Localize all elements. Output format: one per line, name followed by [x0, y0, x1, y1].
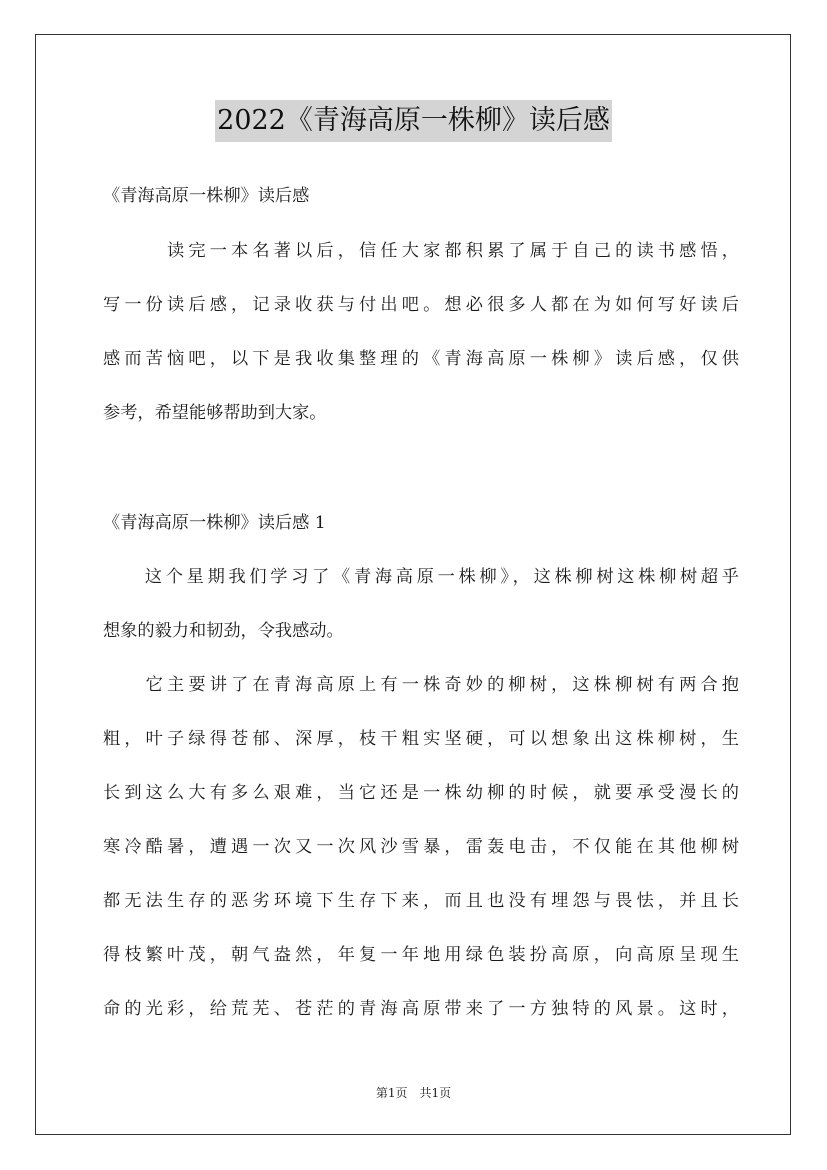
title-wrapper: [0, 100, 827, 142]
para1-line-2: 想象的毅力和韧劲，令我感动。: [103, 621, 344, 641]
para2-line-5: 都无法生存的恶劣环境下生存下来，而且也没有埋怨与畏怯，并且长: [103, 891, 739, 911]
intro-line-2: 写一份读后感，记录收获与付出吧。想必很多人都在为如何写好读后: [103, 295, 739, 315]
para2-line-1: 它主要讲了在青海高原上有一株奇妙的柳树，这株柳树有两合抱: [103, 675, 739, 695]
intro-line-4: 参考，希望能够帮助到大家。: [103, 403, 327, 423]
para2-line-7: 命的光彩，给荒芜、苍茫的青海高原带来了一方独特的风景。这时，: [103, 999, 739, 1019]
document-title: 2022《青海高原一株柳》读后感: [215, 100, 612, 142]
para1-line-1: 这个星期我们学习了《青海高原一株柳》，这株柳树这株柳树超乎: [103, 567, 739, 587]
para2-line-4: 寒冷酷暑，遭遇一次又一次风沙雪暴，雷轰电击，不仅能在其他柳树: [103, 837, 739, 857]
para2-line-3: 长到这么大有多么艰难，当它还是一株幼柳的时候，就要承受漫长的: [103, 783, 739, 803]
intro-line-3: 感而苦恼吧，以下是我收集整理的《青海高原一株柳》读后感，仅供: [103, 349, 739, 369]
page-number-footer: 第1页 共1页: [375, 1086, 452, 1100]
para2-line-6: 得枝繁叶茂，朝气盎然，年复一年地用绿色装扮高原，向高原呈现生: [103, 945, 739, 965]
para2-line-2: 粗，叶子绿得苍郁、深厚，枝干粗实坚硬，可以想象出这株柳树，生: [103, 729, 739, 749]
document-subtitle: 《青海高原一株柳》读后感: [103, 186, 310, 206]
section-heading: 《青海高原一株柳》读后感 1: [103, 513, 326, 533]
intro-line-1: 读完一本名著以后，信任大家都积累了属于自己的读书感悟，: [103, 241, 739, 261]
